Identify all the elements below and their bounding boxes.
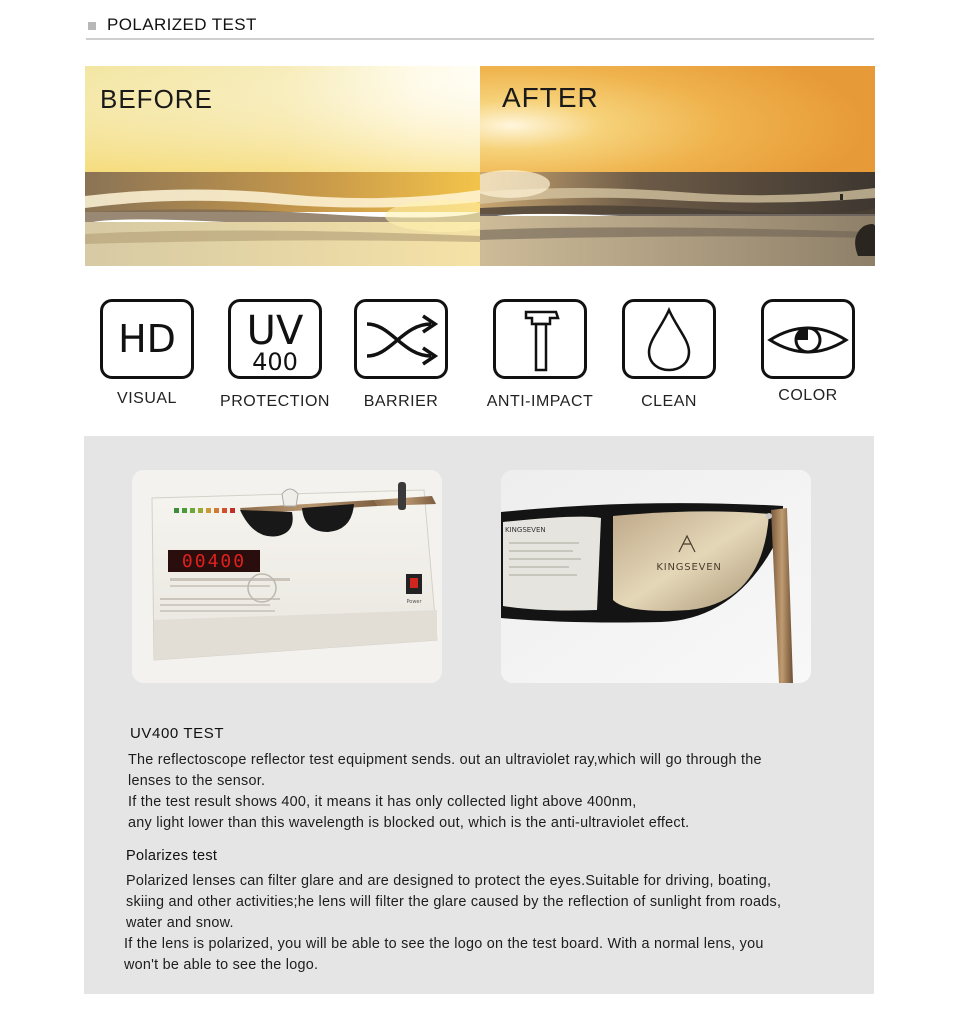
header-bullet <box>88 22 96 30</box>
feature-caption-visual: VISUAL <box>117 390 177 407</box>
feature-caption-clean: CLEAN <box>641 393 697 410</box>
polarizes-line-2: skiing and other activities;he lens will filter the glare caused by the reflection of sunlight from roads, <box>126 894 782 910</box>
eye-icon <box>761 299 855 379</box>
feature-caption-color: COLOR <box>778 387 838 404</box>
feature-anti-impact <box>475 295 605 420</box>
polarizes-line-1: Polarized lenses can filter glare and are designed to protect the eyes.Suitable for driving, boating, <box>126 873 772 889</box>
info-section <box>84 436 874 994</box>
uv400-test-title: UV400 TEST <box>130 725 225 742</box>
after-label: AFTER <box>502 82 599 113</box>
page-title: POLARIZED TEST <box>107 15 257 34</box>
water-drop-icon <box>622 299 716 379</box>
feature-color <box>743 295 873 420</box>
feature-caption-barrier: BARRIER <box>363 393 439 410</box>
polarizes-line-5: won't be able to see the logo. <box>124 957 319 973</box>
feature-barrier <box>336 295 466 420</box>
board-side-text: KINGSEVEN <box>505 526 546 534</box>
polarizes-line-3: water and snow. <box>126 915 234 931</box>
hammer-icon <box>493 299 587 379</box>
section-header <box>86 14 874 40</box>
before-after-comparison <box>85 66 875 266</box>
feature-caption-protection: PROTECTION <box>220 393 330 410</box>
feature-clean <box>604 295 734 420</box>
uv-tester-photo <box>132 470 442 683</box>
uv-icon-subtext: 400 <box>252 348 298 376</box>
feature-uv-protection <box>210 295 340 420</box>
uv400-line-4: any light lower than this wavelength is blocked out, which is the anti-ultraviolet effect. <box>128 815 690 831</box>
description-text <box>124 723 824 976</box>
features-row <box>0 295 960 425</box>
hd-icon <box>100 299 194 379</box>
power-label: Power <box>406 599 422 605</box>
polarizes-test-title: Polarizes test <box>126 848 218 864</box>
lens-logo-text: KINGSEVEN <box>656 562 722 573</box>
shuffle-arrows-icon <box>354 299 448 379</box>
uv400-line-3: If the test result shows 400, it means it has only collected light above 400nm, <box>128 794 637 810</box>
uv400-icon <box>228 299 322 379</box>
polarized-lens-photo <box>501 470 811 683</box>
uv400-line-1: The reflectoscope reflector test equipment sends. out an ultraviolet ray,which will go through the <box>128 752 762 768</box>
display-readout: 00400 <box>181 551 247 572</box>
before-label: BEFORE <box>100 84 213 114</box>
polarizes-line-4: If the lens is polarized, you will be able to see the logo on the test board. With a normal lens, you <box>124 936 764 952</box>
before-panel <box>85 66 480 266</box>
uv-icon-text: UV <box>246 308 304 354</box>
uv400-line-2: lenses to the sensor. <box>128 773 266 789</box>
feature-caption-anti-impact: ANTI-IMPACT <box>486 393 594 410</box>
after-panel <box>480 66 875 266</box>
hd-icon-text: HD <box>118 317 176 361</box>
feature-hd-visual <box>82 295 212 420</box>
